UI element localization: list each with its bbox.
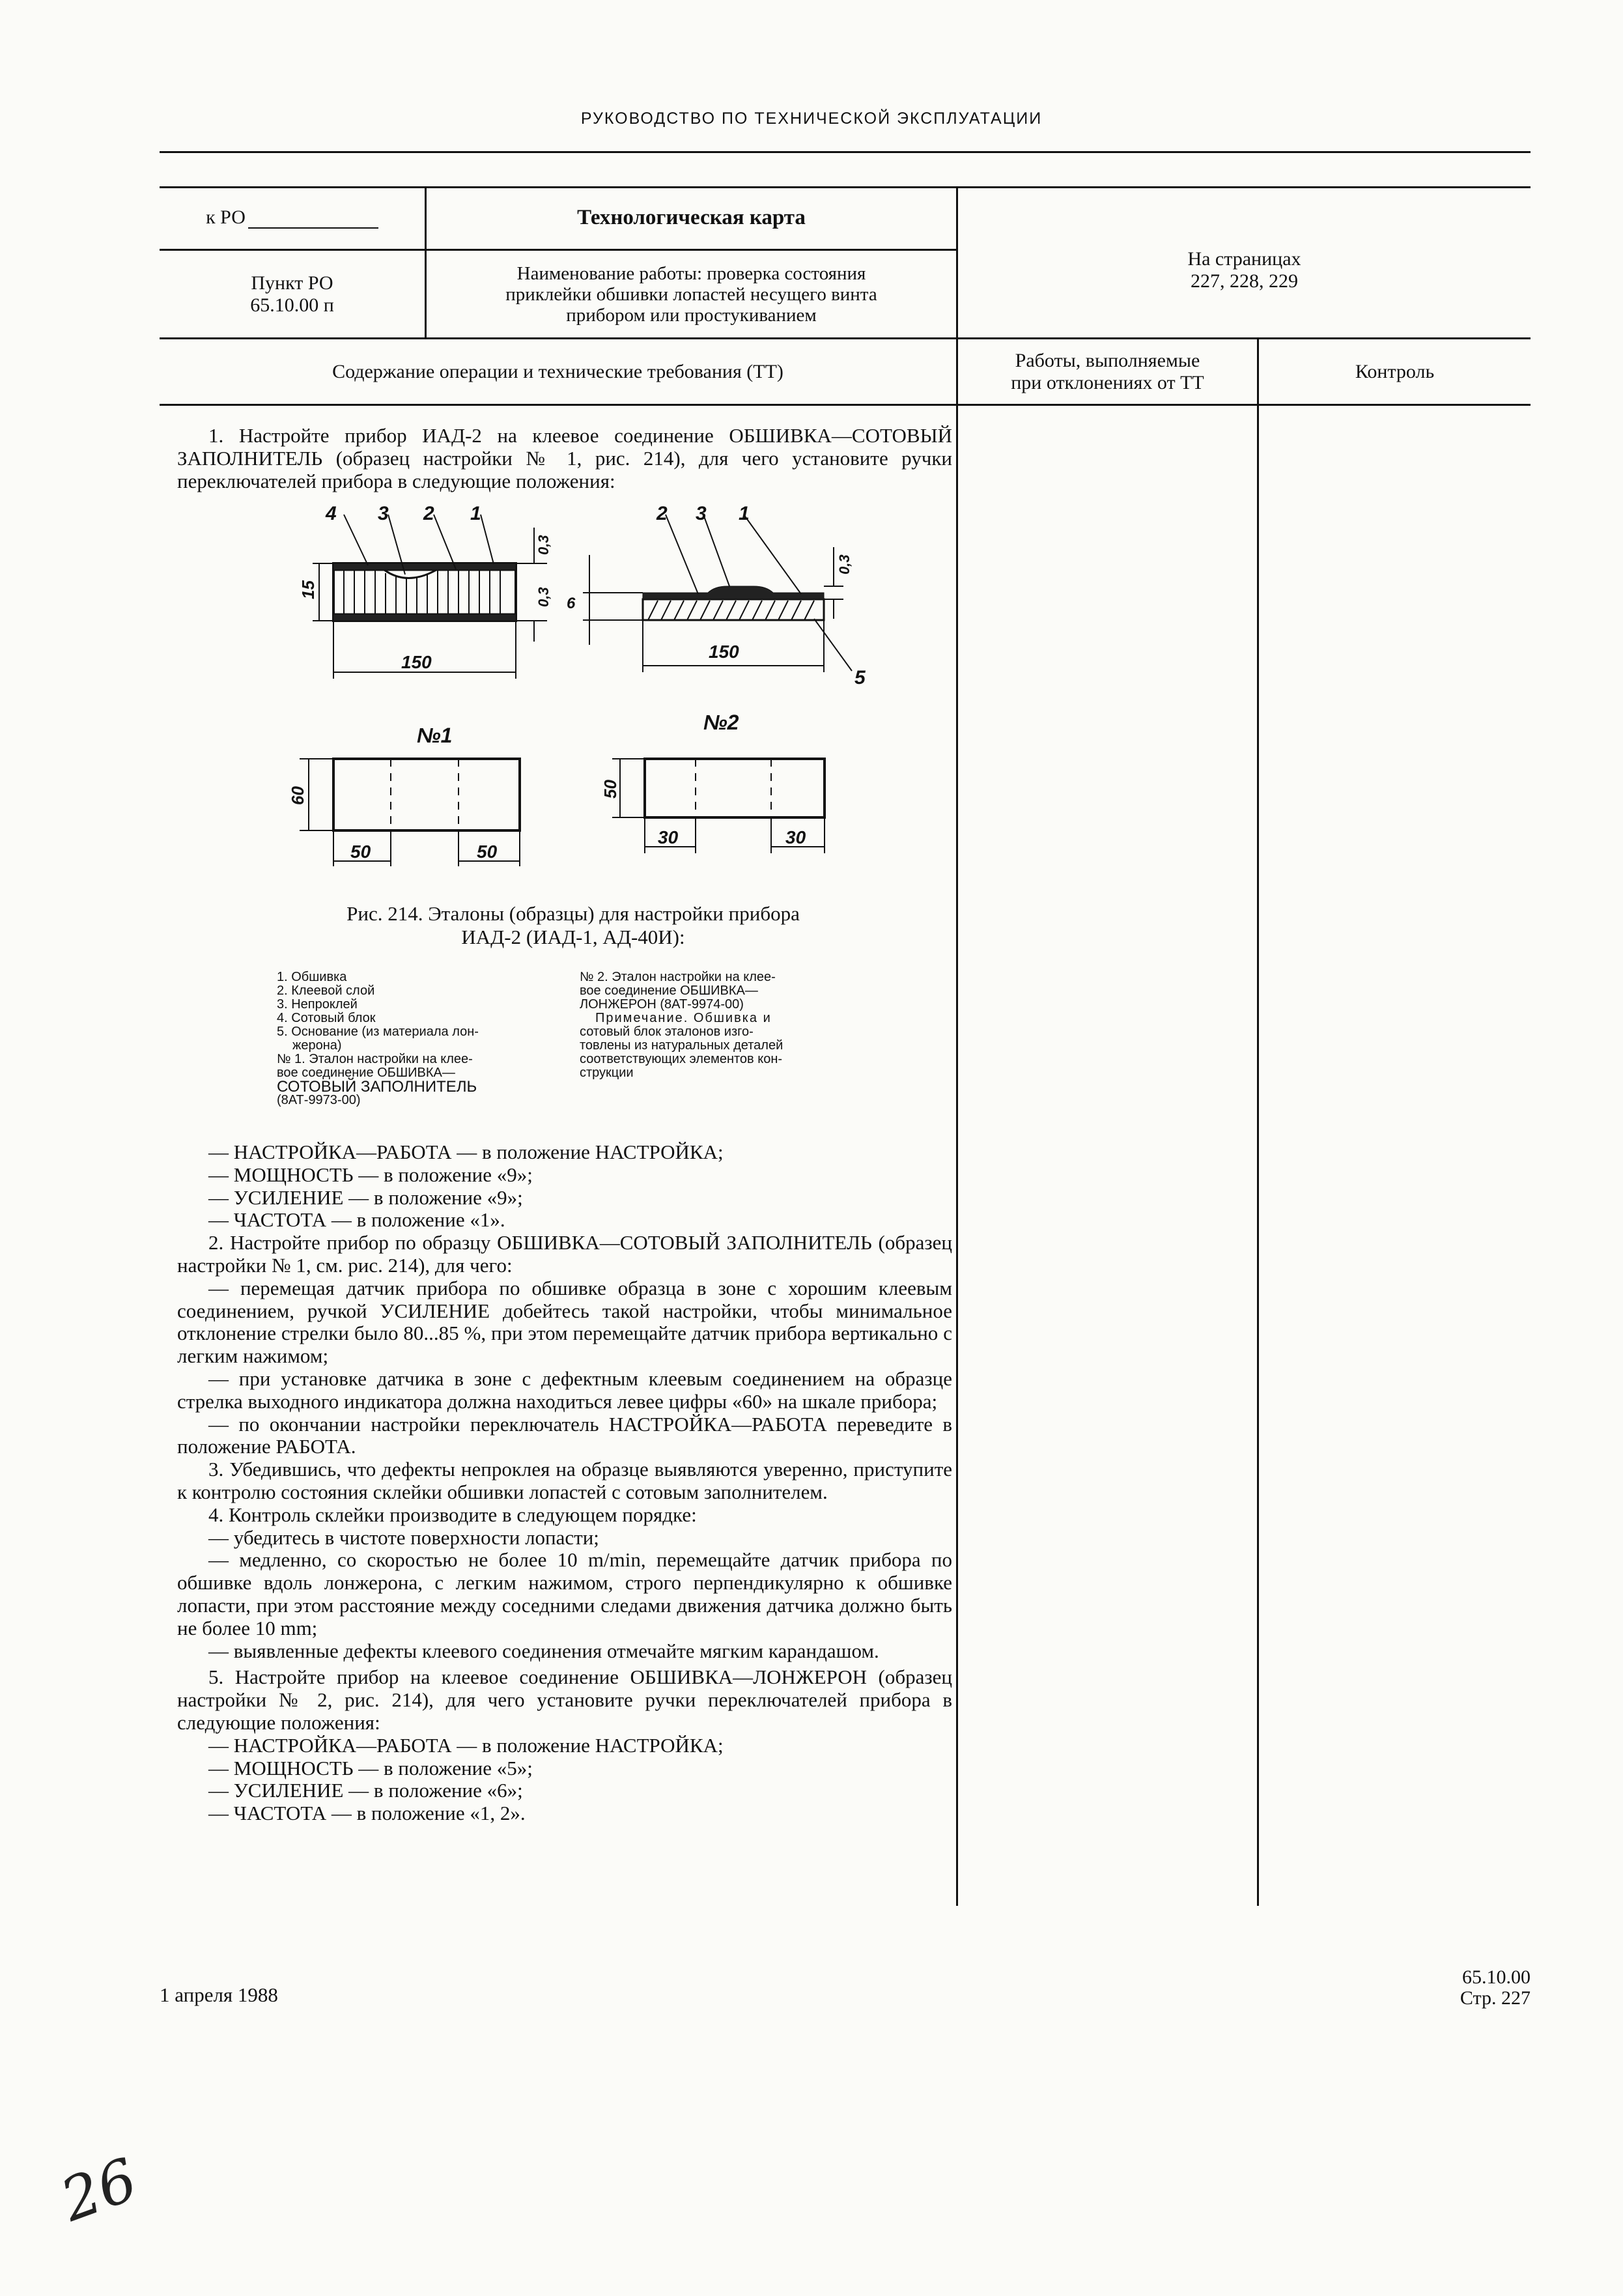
dim-30b: 30 <box>785 827 806 847</box>
pages-cell <box>958 241 1531 300</box>
punkt-label: Пункт РО <box>251 272 333 294</box>
legend-line: 2. Клеевой слой <box>277 984 375 998</box>
col-header-deviation-line: Работы, выполняемые <box>1015 349 1200 371</box>
setting-line: — ЧАСТОТА — в положение «1, 2». <box>208 1802 526 1825</box>
sample-2-label: №2 <box>703 711 739 734</box>
step-4-item: — выявленные дефекты клеевого соединения отмечайте мягким карандашом. <box>208 1639 879 1662</box>
legend-line: товлены из натуральных деталей <box>580 1038 783 1053</box>
document-header: РУКОВОДСТВО ПО ТЕХНИЧЕСКОЙ ЭКСПЛУАТАЦИИ <box>580 109 1043 128</box>
setting-line: — НАСТРОЙКА—РАБОТА — в положение НАСТРОЙКА; <box>208 1733 724 1757</box>
footer-date: 1 апреля 1988 <box>160 1983 278 2006</box>
callout-2: 2 <box>656 503 668 524</box>
operation-text <box>177 1141 952 1825</box>
setting-line: — МОЩНОСТЬ — в положение «9»; <box>208 1163 533 1186</box>
card-title-cell <box>427 186 956 249</box>
legend-line: № 1. Эталон настройки на клее- <box>277 1052 473 1066</box>
step-2-text: 2. Настройте прибор по образцу ОБШИВКА—СОТОВЫЙ ЗАПОЛНИТЕЛЬ (образец настройки № 1, см. рис. 214), для чего: <box>177 1231 952 1277</box>
callout-4: 4 <box>326 503 337 524</box>
footer-doc-code: 65.10.00 <box>1462 1966 1531 1988</box>
dim-150a: 150 <box>401 652 432 672</box>
step-2-item: — перемещая датчик прибора по обшивке образца в зоне с хорошим клеевым соединением, ручкой УСИЛЕНИЕ добейтесь такой настройки, чтобы минимальное отклонение стрелки было 80...85 %, при этом перемещайте датчик прибора вертикально с легким нажимом; <box>177 1276 952 1368</box>
work-name-cell <box>427 251 956 337</box>
card-title: Технологическая карта <box>577 206 806 229</box>
callout-3: 3 <box>378 503 389 524</box>
dim-15: 15 <box>298 580 318 599</box>
legend-line: вое соединение ОБШИВКА— <box>580 984 758 998</box>
pages-values: 227, 228, 229 <box>1191 270 1298 292</box>
k-ro-label: к РО <box>206 206 246 228</box>
k-ro-blank <box>248 210 378 229</box>
header-rule <box>160 151 1531 153</box>
callout-1: 1 <box>470 503 481 524</box>
punkt-cell <box>160 251 425 337</box>
legend-line: струкции <box>580 1066 634 1080</box>
dim-150b: 150 <box>709 642 739 662</box>
work-name-line: прибором или простукиванием <box>566 304 817 326</box>
setting-line: — НАСТРОЙКА—РАБОТА — в положение НАСТРОЙКА; <box>208 1141 724 1163</box>
callout-1: 1 <box>739 503 750 524</box>
legend-line: ЛОНЖЕРОН (8АТ-9974-00) <box>580 997 744 1012</box>
step-2-item: — по окончании настройки переключатель НАСТРОЙКА—РАБОТА переведите в положение РАБОТА. <box>177 1412 952 1458</box>
step-5-text: 5. Настройте прибор на клеевое соединение ОБШИВКА—ЛОНЖЕРОН (образец настройки № 2, рис. 214), для чего установите ручки переключателей прибора в следующие положения: <box>177 1665 952 1734</box>
legend-line: (8АТ-9973-00) <box>277 1093 361 1107</box>
legend-line: 5. Основание (из материала лон- <box>277 1025 479 1039</box>
col-header-deviation-line: при отклонениях от ТТ <box>1011 371 1204 393</box>
figure-caption-line: Рис. 214. Эталоны (образцы) для настройки прибора <box>346 902 800 925</box>
legend-line: 4. Сотовый блок <box>277 1011 376 1025</box>
legend-line: сотовый блок эталонов изго- <box>580 1025 754 1039</box>
sample-1-section-labels <box>298 503 552 672</box>
footer-code <box>1368 1967 1531 2009</box>
dim-60: 60 <box>288 786 307 805</box>
work-name-line: Наименование работы: проверка состояния <box>516 262 866 284</box>
dim-03c: 0,3 <box>836 554 853 574</box>
legend-line: 1. Обшивка <box>277 970 347 984</box>
legend-line: Примечание. Обшивка и <box>595 1011 772 1025</box>
dim-50c: 50 <box>600 780 620 799</box>
step-1 <box>177 425 952 492</box>
pages-label: На страницах <box>1187 248 1301 270</box>
legend-line: соответствующих элементов кон- <box>580 1052 783 1066</box>
col-header-deviation <box>958 339 1257 404</box>
step-4-text: 4. Контроль склейки производите в следующем порядке: <box>208 1503 697 1526</box>
setting-line: — УСИЛЕНИЕ — в положение «6»; <box>208 1779 523 1802</box>
footer-page-number: Стр. 227 <box>1460 1987 1531 2009</box>
col-header-content <box>160 339 956 404</box>
col-header-control <box>1259 339 1531 404</box>
legend-line: № 2. Эталон настройки на клее- <box>580 970 776 984</box>
k-ro-cell <box>160 186 425 249</box>
figure-caption-line: ИАД-2 (ИАД-1, АД-40И): <box>461 926 685 948</box>
step-2-item: — при установке датчика в зоне с дефектным клеевым соединением на образце стрелка выходного индикатора должна находиться левее цифры «60» на шкале прибора; <box>177 1367 952 1413</box>
figure-legend-left <box>277 971 544 1107</box>
callout-2: 2 <box>423 503 434 524</box>
table-col-divider <box>1257 337 1259 1906</box>
step-4-item: — медленно, со скоростью не более 10 m/min, перемещайте датчик прибора по обшивке вдоль лонжерона, с легким нажимом, строго перпендикулярно к обшивке лопасти, при этом расстояние между соседними следами движения датчика должно быть не более 10 mm; <box>177 1548 952 1639</box>
col-header-control-text: Контроль <box>1355 360 1435 382</box>
callout-5: 5 <box>854 667 866 688</box>
handwritten-mark: 26 <box>52 2145 147 2235</box>
legend-line: 3. Непроклей <box>277 997 358 1012</box>
legend-line: жерона) <box>292 1038 342 1053</box>
setting-line: — УСИЛЕНИЕ — в положение «9»; <box>208 1185 523 1209</box>
step-3-text: 3. Убедившись, что дефекты непроклея на образце выявляются уверенно, приступите к контролю состояния склейки обшивки лопастей с сотовым заполнителем. <box>177 1458 952 1503</box>
dim-03a: 0,3 <box>535 535 552 555</box>
col-header-content-text: Содержание операции и технические требования (ТТ) <box>332 360 783 382</box>
dim-6: 6 <box>567 595 576 612</box>
step-1-text: 1. Настройте прибор ИАД-2 на клеевое соединение ОБШИВКА—СОТОВЫЙ ЗАПОЛНИТЕЛЬ (образец настройки № 1, рис. 214), для чего установите ручки переключателей прибора в следующие положения: <box>177 424 952 492</box>
dim-03b: 0,3 <box>535 587 552 607</box>
table-col-divider <box>956 186 958 1906</box>
work-name-line: приклейки обшивки лопастей несущего винта <box>505 283 877 305</box>
sample-2-plan-labels <box>600 711 806 847</box>
punkt-value: 65.10.00 п <box>250 294 334 316</box>
sample-1-plan-labels <box>288 724 498 862</box>
figure-214 <box>261 502 886 892</box>
setting-line: — ЧАСТОТА — в положение «1». <box>208 1208 505 1232</box>
table-row-divider <box>160 404 1531 406</box>
dim-30a: 30 <box>658 827 679 847</box>
step-4-item: — убедитесь в чистоте поверхности лопасти; <box>208 1525 599 1549</box>
setting-line: — МОЩНОСТЬ — в положение «5»; <box>208 1756 533 1779</box>
figure-caption <box>195 902 951 949</box>
dim-50b: 50 <box>477 842 498 862</box>
legend-line: СОТОВЫЙ ЗАПОЛНИТЕЛЬ <box>277 1078 477 1096</box>
sample-1-label: №1 <box>417 724 453 747</box>
callout-3: 3 <box>696 503 707 524</box>
figure-legend-right <box>580 971 853 1080</box>
dim-50a: 50 <box>350 842 371 862</box>
legend-line: вое соединение ОБШИВКА— <box>277 1066 455 1080</box>
